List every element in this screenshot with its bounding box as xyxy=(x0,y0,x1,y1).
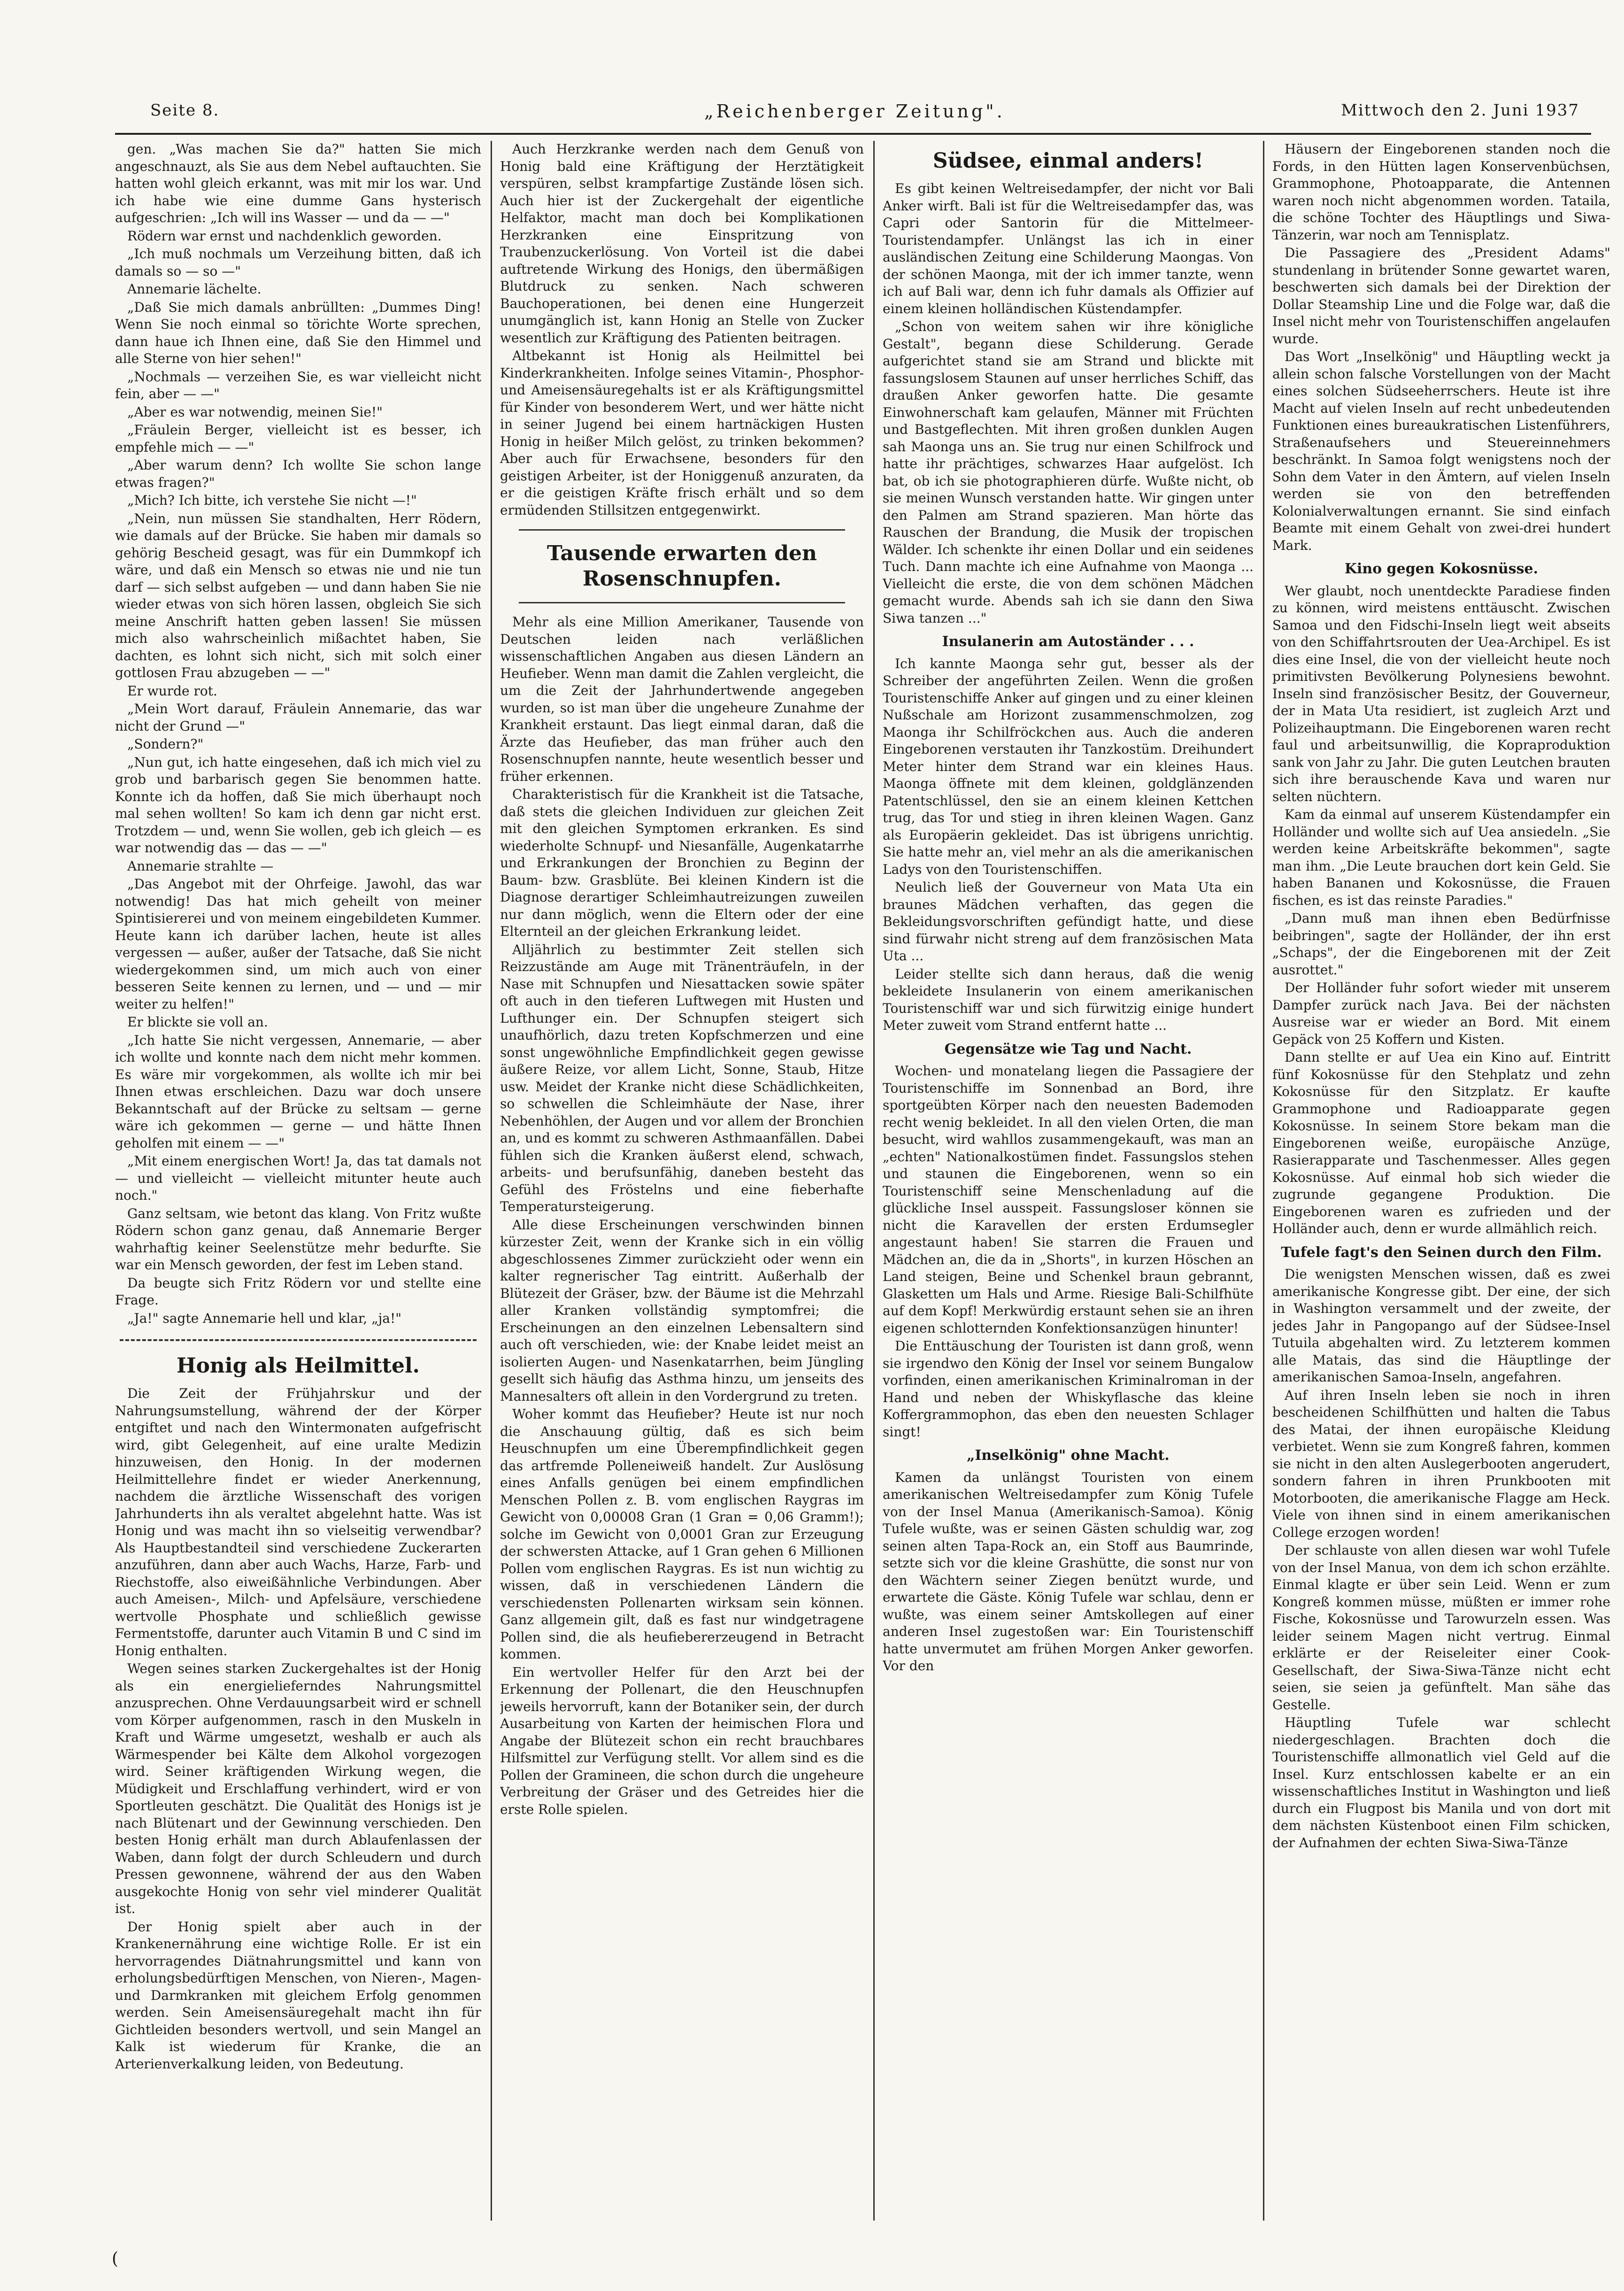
section-divider xyxy=(519,529,845,531)
story-paragraph: „Mit einem energischen Wort! Ja, das tat damals not — und vielleicht — vielleicht mitunter heute auch noch." xyxy=(115,1153,481,1203)
article-paragraph: Alljährlich zu bestimmter Zeit stellen sich Reizzustände am Auge mit Tränenträufeln, in der Nase mit Schnupfen und Niesattacken sowie später oft auch in den tieferen Luftwegen mit Husten und Lufthunger ein. Der Schnupfen steigert sich unaufhörlich, dazu treten Kopfschmerzen und eine sonst ungewöhnliche Empfindlichkeit gegen gewisse äußere Reize, vor allem Licht, Sonne, Staub, Hitze usw. Meidet der Kranke nicht diese Schädlichkeiten, so schwellen die Schleimhäute der Nase, ihrer Nebenhöhlen, der Augen und vor allem der Bronchien an, und es kommt zu schweren Asthmaanfällen. Dabei fühlen sich die Kranken äußerst elend, schwach, arbeits- und berufsunfähig, daneben besteht das Gefühl des Fröstelns und eine fieberhafte Temperatursteigerung. xyxy=(500,941,864,1214)
article-paragraph: Mehr als eine Million Amerikaner, Tausende von Deutschen leiden nach verläßlichen wissenschaftlichen Angaben aus diesen Ländern an Heufieber. Wenn man damit die Zahlen vergleicht, die um die Zeit der Jahrhundertwende angegeben wurden, so ist man über die ungeheure Zunahme der Krankheit erstaunt. Das liegt einmal daran, daß die Ärzte das Heufieber, das man früher auch den Rosenschnupfen nannte, heute wesentlich besser und früher erkennen. xyxy=(500,614,864,784)
article-paragraph: Die Enttäuschung der Touristen ist dann groß, wenn sie irgendwo den König der Insel vor seinem Bungalow vorfinden, einen amerikanischen Kriminalroman in der Hand und neben der Whiskyflasche das kleine Koffergrammophon, das eben den neuesten Schlager singt! xyxy=(883,1338,1254,1440)
subheading: Tufele fagt's den Seinen durch den Film. xyxy=(1281,1244,1602,1261)
article-paragraph: Die Passagiere des „President Adams" stundenlang in brütender Sonne gewartet waren, beschwerten sich damals bei der Direktion der Dollar Steamship Line und die Folge war, daß die Insel nicht mehr von Touristenschiffen angelaufen wurde. xyxy=(1272,245,1610,347)
story-paragraph: „Das Angebot mit der Ohrfeige. Jawohl, das war notwendig! Das hat mich geheilt von meiner Spintisiererei und von meinem eingebildeten Kummer. Heute kann ich darüber lachen, heute ist alles vergessen — außer, außer der Tatsache, daß Sie nicht wiedergekommen sind, um mich auch von einer besseren Seite kennen zu lernen, und — und — mir weiter zu helfen!" xyxy=(115,876,481,1012)
story-paragraph: „Ich muß nochmals um Verzeihung bitten, daß ich damals so — so —" xyxy=(115,246,481,279)
article-paragraph: Altbekannt ist Honig als Heilmittel bei Kinderkrankheiten. Infolge seines Vitamin-, Phosphor- und Ameisensäuregehalts ist er als Kräftigungsmittel für Kinder von besonderem Wert, und wer hätte nicht in seiner Jugend bei einem hartnäckigen Husten Honig in heißer Milch gelöst, zu trinken bekommen? Aber auch für Erwachsene, besonders für den geistigen Arbeiter, ist der Honiggenuß anzuraten, da er die geistigen Kräfte frisch erhält und so dem ermüdenden Stillsitzen entgegenwirkt. xyxy=(500,348,864,518)
subheading: „Inselkönig" ohne Macht. xyxy=(967,1447,1170,1464)
column-rule xyxy=(873,141,875,2221)
footer-mark: ( xyxy=(112,2249,119,2268)
column-1 xyxy=(115,141,481,2221)
newspaper-title: „Reichenberger Zeitung". xyxy=(704,101,1005,122)
article-paragraph: Ein wertvoller Helfer für den Arzt bei der Erkennung der Pollenart, die den Heuschnupfen jeweils hervorruft, kann der Botaniker sein, der durch Ausarbeitung von Karten der heimischen Flora und Angabe der Blütezeit schon ein recht brauchbares Hilfsmittel zur Verfügung stellt. Vor allem sind es die Pollen der Gramineen, die schon durch die ungeheure Verbreitung der Gräser und des Getreides hier die erste Rolle spielen. xyxy=(500,1664,864,1817)
article-paragraph: Der Honig spielt aber auch in der Krankenernährung eine wichtige Rolle. Er ist ein hervorragendes Diätnahrungsmittel und kann von erholungsbedürftigen Menschen, von Nieren-, Magen- und Darmkranken mit gleichem Erfolg genommen werden. Sein Ameisensäuregehalt macht ihn für Gichtleiden besonders wertvoll, und sein Mangel an Kalk ist wiederum für Kranke, die an Arterienverkalkung leiden, von Bedeutung. xyxy=(115,1919,481,2072)
article-paragraph: Alle diese Erscheinungen verschwinden binnen kürzester Zeit, wenn der Kranke sich in ein völlig abgeschlossenes Zimmer zurückzieht oder wenn ein kalter regnerischer Tag eintritt. Außerhalb der Blütezeit der Gräser, bzw. der Bäume ist die Mehrzahl aller Kranken vollständig symptomfrei; die Erscheinungen an den einzelnen Lebensaltern sind auch oft verschieden, wie: der Knabe leidet meist an isolierten Augen- und Nasenkatarrhen, beim Jüngling gesellt sich häufig das Asthma hinzu, um jenseits des Mannesalters oft allein in den Vordergrund zu treten. xyxy=(500,1217,864,1404)
story-paragraph: „Sondern?" xyxy=(127,736,204,752)
article-paragraph: Wer glaubt, noch unentdeckte Paradiese finden zu können, wird meistens enttäuscht. Zwischen Samoa und den Fidschi-Inseln liegt weit abseits von den Schiffahrtsrouten der Uea-Archipel. Es ist dies eine Insel, die von der vielleicht heute noch primitivsten Bevölkerung Polynesiens bewohnt. Inseln sind französischer Besitz, der Gouverneur, der in Mata Uta residiert, ist zugleich Arzt und Polizeihauptmann. Die Eingeborenen waren recht faul und arbeitsunwillig, die Kopraproduktion sank von Jahr zu Jahr. Die guten Leutchen brauten sich ihre berauschende Kava und waren nur selten nüchtern. xyxy=(1272,583,1610,804)
header-rule xyxy=(115,133,1591,135)
article-paragraph: Häusern der Eingeborenen standen noch die Fords, in den Hütten lagen Konservenbüchsen, Grammophone, Photoapparate, die Antennen waren noch nicht abgenommen worden. Tataila, die schöne Tochter des Häuptlings und Siwa-Tänzerin, war noch am Tennisplatz. xyxy=(1272,141,1610,243)
story-paragraph: Rödern war ernst und nachdenklich geworden. xyxy=(127,228,442,244)
article-paragraph: Charakteristisch für die Krankheit ist die Tatsache, daß stets die gleichen Individuen zur gleichen Zeit mit den gleichen Symptomen erkranken. Es sind wiederholte Schnupf- und Niesanfälle, Augenkatarrhe und Erkrankungen der Bronchien zu Beginn der Baum- bzw. Grasblüte. Bei kleinen Kindern ist die Diagnose derartiger Schleimhautreizungen zuweilen nur dann möglich, wenn die Eltern oder der eine Elternteil an der gleichen Erkrankung leidet. xyxy=(500,787,864,939)
section-divider xyxy=(519,602,845,603)
story-paragraph: Er blickte sie voll an. xyxy=(127,1014,268,1030)
story-paragraph: „Nun gut, ich hatte eingesehen, daß ich mich viel zu grob und barbarisch gegen Sie benommen hatte. Konnte ich da hoffen, daß Sie mich überhaupt noch mal sehen wollten! So kam ich denn gar nicht erst. Trotzdem — und, wenn Sie wollen, geb ich gleich — es war notwendig das — das — —" xyxy=(115,754,481,856)
story-paragraph: „Mich? Ich bitte, ich verstehe Sie nicht —!" xyxy=(127,493,417,508)
story-paragraph: „Ja!" sagte Annemarie hell und klar, „ja!" xyxy=(127,1310,402,1326)
article-paragraph: Die wenigsten Menschen wissen, daß es zwei amerikanische Kongresse gibt. Der eine, der sich in Washington versammelt und der zweite, der jedes Jahr in Pangopango auf der Südsee-Insel Tutuila abgehalten wird. Zu letzterem kommen alle Matais, das sind die Häuptlinge der amerikanischen Samoa-Inseln, angefahren. xyxy=(1272,1266,1610,1385)
article-paragraph: Es gibt keinen Weltreisedampfer, der nicht vor Bali Anker wirft. Bali ist für die Weltreisedampfer das, was Capri oder Santorin für die Mittelmeer-Touristendampfer. Unlängst las ich in einer ausländischen Zeitung eine Schilderung Maongas. Von der schönen Maonga, mit der ich immer tanzte, wenn ich auf Bali war, denn ich fuhr damals als Offizier auf einem kleinen holländischen Küstendampfer. xyxy=(883,181,1254,316)
article-paragraph: Das Wort „Inselkönig" und Häuptling weckt ja allein schon falsche Vorstellungen von der Macht eines solchen Südseeherrschers. Heute ist ihre Macht auf vielen Inseln auf recht unbedeutenden Funktionen eines bureaukratischen Listenführers, Straßenaufsehers und Steuereinnehmers beschränkt. In Samoa folgt wenigstens noch der Sohn dem Vater in den Ämtern, auf vielen Inseln werden sie von den betreffenden Kolonialverwaltungen ernannt. Sie sind einfach Beamte mit einem Gehalt von zwei-drei hundert Mark. xyxy=(1272,349,1610,553)
subheading: Gegensätze wie Tag und Nacht. xyxy=(944,1041,1192,1057)
story-paragraph: „Aber es war notwendig, meinen Sie!" xyxy=(127,404,383,420)
story-paragraph: Da beugte sich Fritz Rödern vor und stellte eine Frage. xyxy=(115,1275,481,1308)
story-paragraph: „Daß Sie mich damals anbrüllten: „Dummes Ding! Wenn Sie noch einmal so törichte Worte sprechen, dann haue ich Ihnen eine, daß Sie den Himmel und alle Sterne von hier sehen!" xyxy=(115,299,481,366)
story-paragraph: Annemarie lächelte. xyxy=(127,281,262,297)
article-paragraph: Häuptling Tufele war schlecht niedergeschlagen. Brachten doch die Touristenschiffe allmonatlich viel Geld auf die Insel. Kurz entschlossen kabelte er an ein wissenschaftliches Institut in Washington und ließ durch ein Flugpost bis Manila und von dort mit dem nächsten Küstenboot einen Film schicken, der Aufnahmen der echten Siwa-Siwa-Tänze xyxy=(1272,1715,1610,1851)
article-paragraph: Wochen- und monatelang liegen die Passagiere der Touristenschiffe im Sonnenbad an Bord, ihre sportgeübten Körper nach den neuesten Bademoden recht wenig bekleidet. In all den vielen Orten, die man besucht, wird wahllos zusammengekauft, was man an „echten" Nationalkostümen findet. Fassungslos stehen und staunen die Eingeborenen, wenn so ein Touristenschiff seine Menschenladung auf die glückliche Insel ausspeit. Fassungsloser können sie nicht die Karavellen der ersten Erdumsegler angestaunt haben! Sie starren die Frauen und Mädchen an, die da in „Shorts", in kurzen Höschen an Land steigen, Beine und Schenkel braun gebrannt, Glasketten um Hals und Arme. Riesige Bali-Schilfhüte auf dem Kopf! Merkwürdig erstaunt sehen sie an ihren eigenen schlotternden Konfektionsanzügen hinunter! xyxy=(883,1063,1254,1336)
article-paragraph: Der schlauste von allen diesen war wohl Tufele von der Insel Manua, von dem ich schon erzählte. Einmal klagte er über sein Leid. Wenn er zum Kongreß kommen müsse, müßten er immer rohe Fische, Kokosnüsse und Tarowurzeln essen. Was leider seinem Magen nicht vertrug. Einmal erklärte er der Reiseleiter einer Cook-Gesellschaft, der Siwa-Siwa-Tänze nicht echt seien, sie seien ja gefünftelt. Man sähe das Gestelle. xyxy=(1272,1543,1610,1712)
story-paragraph: Er wurde rot. xyxy=(127,683,217,699)
story-paragraph: „Mein Wort darauf, Fräulein Annemarie, das war nicht der Grund —" xyxy=(115,701,481,734)
story-paragraph: Annemarie strahlte — xyxy=(127,858,274,874)
story-paragraph: Ganz seltsam, wie betont das klang. Von Fritz wußte Rödern schon ganz genau, daß Annemarie Berger wahrhaftig keiner Seelenstütze mehr bedurfte. Sie war ein Mensch geworden, der fest im Leben stand. xyxy=(115,1205,481,1273)
article-paragraph: Auch Herzkranke werden nach dem Genuß von Honig bald eine Kräftigung der Herztätigkeit verspüren, selbst krampfartige Zustände lösen sich. Auch hier ist der Zuckergehalt der eigentliche Helfaktor, macht man doch bei Komplikationen Herzkranken eine Einspritzung von Traubenzuckerlösung. Von Vorteil ist die dabei auftretende Wirkung des Honigs, den übermäßigen Blutdruck zu senken. Nach schweren Bauchoperationen, bei denen eine Hungerzeit unumgänglich ist, kann Honig an Stelle von Zucker wesentlich zur Kräftigung des Patienten beitragen. xyxy=(500,141,864,346)
column-rule xyxy=(491,141,492,2221)
article-paragraph: Kamen da unlängst Touristen von einem amerikanischen Weltreisedampfer zum König Tufele von der Insel Manua (Amerikanisch-Samoa). König Tufele wußte, was er seinen Gästen schuldig war, zog seinen alten Tapa-Rock an, ein Stoff aus Baumrinde, setzte sich vor die kleine Grashütte, die sonst nur von den Wächtern seiner Ziegen benützt wurde, und erwartete die Gäste. König Tufele war schlau, denn er wußte, was einem seiner Amtskollegen auf einer anderen Insel zugestoßen war: Ein Touristenschiff hatte unvermutet am frühen Morgen Anker geworfen. Vor den xyxy=(883,1469,1254,1674)
article-paragraph: Die Zeit der Frühjahrskur und der Nahrungsumstellung, während der der Körper entgiftet und nach den Wintermonaten aufgefrischt wird, gibt Gelegenheit, auf eine uralte Medizin hinzuweisen, den Honig. In der modernen Heilmittellehre findet er wieder Anerkennung, nachdem die ärztliche Wissenschaft des vorigen Jahrhunderts ihn als veraltet abgelehnt hatte. Was ist Honig und was macht ihn so vielseitig verwendbar? Als Hauptbestandteil sind verschiedene Zuckerarten anzuführen, dann aber auch Wachs, Harze, Farb- und Riechstoffe, also eiweißähnliche Verbindungen. Aber auch Ameisen-, Milch- und Apfelsäure, verschiedene wertvolle Phosphate und schließlich gewisse Fermentstoffe, darunter auch Vitamin B und C sind im Honig enthalten. xyxy=(115,1386,481,1658)
column-4 xyxy=(1272,141,1610,2221)
story-paragraph: „Nein, nun müssen Sie standhalten, Herr Rödern, wie damals auf der Brücke. Sie haben mir damals so gehörig Bescheid gesagt, was für ein Dummkopf ich wäre, und daß ein Mensch so etwas nie und nie tun darf — sich selbst aufgeben — und dann haben Sie nie wieder etwas von sich hören lassen, obgleich Sie sich meine Anschrift hatten geben lassen! Sie müssen mich also wahrscheinlich mißachtet haben, Sie dachten, es lohnt sich nicht, sich mit solch einer gottlosen Frau abzugeben — —" xyxy=(115,510,481,680)
article-paragraph: Neulich ließ der Gouverneur von Mata Uta ein braunes Mädchen verhaften, das gegen die Bekleidungsvorschriften gefündigt hatte, und diese sind fürwahr nicht streng auf dem französischen Mata Uta ... xyxy=(883,879,1254,964)
story-paragraph: „Nochmals — verzeihen Sie, es war vielleicht nicht fein, aber — —" xyxy=(115,369,481,401)
article-headline-rosenschnupfen: Tausende erwarten den Rosenschnupfen. xyxy=(547,541,817,591)
article-paragraph: „Dann muß man ihnen eben Bedürfnisse beibringen", sagte der Holländer, der ihn erst „Schaps", der die Eingeborenen mit der Zeit ausrottet." xyxy=(1272,910,1610,978)
subheading: Kino gegen Kokosnüsse. xyxy=(1344,561,1539,577)
article-paragraph: Leider stellte sich dann heraus, daß die wenig bekleidete Insulanerin von einem amerikanischen Touristenschiff war und sich fürwitzig einige hundert Meter zuweit vom Strand entfernt hatte ... xyxy=(883,966,1254,1033)
story-paragraph: „Aber warum denn? Ich wollte Sie schon lange etwas fragen?" xyxy=(115,457,481,490)
article-headline-honig: Honig als Heilmittel. xyxy=(177,1354,420,1378)
issue-date: Mittwoch den 2. Juni 1937 xyxy=(1341,101,1579,120)
article-paragraph: Ich kannte Maonga sehr gut, besser als der Schreiber der angeführten Zeilen. Wenn die großen Touristenschiffe Anker auf gingen und zu einer kleinen Nußschale am Horizont zusammenschmolzen, zog Maonga ihr Schilfröckchen aus. Auch die anderen Eingeborenen verstauten ihr Tanzkostüm. Dreihundert Meter hinter dem Strand war ein kleines Haus. Maonga öffnete mit dem kleinen, goldglänzenden Patentschlüssel, den sie an einem kleinen Kettchen trug, das Tor und stieg in ihren kleinen Wagen. Ganz als Europäerin gekleidet. Das ist übrigens unrichtig. Sie hatte mehr an, viel mehr an als die amerikanischen Ladys von den Touristenschiffen. xyxy=(883,656,1254,877)
article-paragraph: „Schon von weitem sahen wir ihre königliche Gestalt", begann diese Schilderung. Gerade aufgerichtet stand sie am Strand und blickte mit fassungslosem Staunen auf unser herrliches Schiff, das draußen Anker geworfen hatte. Die gesamte Einwohnerschaft kam gelaufen, Männer mit Früchten und Bastgeflechten. Mit ihren großen dunklen Augen sah Maonga uns an. Sie trug nur einen Schilfrock und hatte ihr prächtiges, schwarzes Haar aufgelöst. Ich bat, ob ich sie photographieren dürfe. Wußte nicht, ob sie meinen Wunsch verstanden hatte. Wir gingen unter den Palmen am Strand spazieren. Man hörte das Rauschen der Brandung, die Musik der tropischen Wälder. Ich schenkte ihr einen Dollar und ein seidenes Tuch. Dann machte ich eine Aufnahme von Maonga ... Vielleicht die erste, die von dem schönen Mädchen gemacht wurde. Abends sah ich sie dann den Siwa Siwa tanzen ..." xyxy=(883,319,1254,626)
article-paragraph: Wegen seines starken Zuckergehaltes ist der Honig als ein energielieferndes Nahrungsmittel anzusprechen. Ohne Verdauungsarbeit wird er schnell vom Körper aufgenommen, rasch in den Muskeln in Kraft und Wärme umgesetzt, weshalb er auch als Wärmespender bei Kälte dem Alkohol vorgezogen wird. Seiner kräftigenden Wirkung wegen, die Müdigkeit und Erschlaffung verhindert, wird er von Sportleuten geschätzt. Die Qualität des Honigs ist je nach Blütenart und der Gewinnung verschieden. Den besten Honig erhält man durch Ablaufenlassen der Waben, dann folgt der durch Schleudern und durch Pressen gewonnene, während der aus den Waben ausgekochte Honig von sehr viel minderer Qualität ist. xyxy=(115,1661,481,1916)
story-paragraph: „Ich hatte Sie nicht vergessen, Annemarie, — aber ich wollte und konnte nach dem nicht mehr kommen. Es wäre mir vorgekommen, als wollte ich mir bei Ihnen etwas erschleichen. Dazu war doch unsere Bekanntschaft auf der Brücke zu seltsam — gerne wäre ich gekommen — gerne — und hätte Ihnen geholfen mit einem — —" xyxy=(115,1032,481,1151)
column-3 xyxy=(883,141,1254,2221)
column-2 xyxy=(500,141,864,2221)
article-paragraph: Dann stellte er auf Uea ein Kino auf. Eintritt fünf Kokosnüsse für den Stehplatz und zehn Kokosnüsse für den Sitzplatz. Er kaufte Grammophone und Radioapparate gegen Kokosnüsse. In seinem Store bekam man die Eingeborenen weiße, europäische Anzüge, Rasierapparate und Taschenmesser. Alles gegen Kokosnüsse. Auf einmal hob sich wieder die zugrunde gegangene Produktion. Die Eingeborenen waren es zufrieden und der Holländer auch, denn er wurde allmählich reich. xyxy=(1272,1049,1610,1236)
article-paragraph: Kam da einmal auf unserem Küstendampfer ein Holländer und wollte sich auf Uea ansiedeln. „Sie werden keine Arbeitskräfte bekommen", sagte man ihm. „Die Leute brauchen dort kein Geld. Sie haben Bananen und Kokosnüsse, die Frauen fischen, es ist das reinste Paradies." xyxy=(1272,807,1610,908)
story-paragraph: gen. „Was machen Sie da?" hatten Sie mich angeschnauzt, als Sie aus dem Nebel auftauchten. Sie hatten wohl gleich erkannt, was mit mir los war. Und ich habe wie eine dumme Gans hysterisch aufgeschrien: „Ich will ins Wasser — und da — —" xyxy=(115,141,481,225)
article-paragraph: Der Holländer fuhr sofort wieder mit unserem Dampfer zurück nach Java. Bei der nächsten Ausreise war er wieder an Bord. Mit einem Gepäck von 25 Koffern und Kisten. xyxy=(1272,980,1610,1047)
column-rule xyxy=(1263,141,1264,2221)
section-divider xyxy=(120,1339,477,1341)
page-header xyxy=(56,101,1598,129)
subheading: Insulanerin am Autoständer . . . xyxy=(942,633,1194,650)
story-paragraph: „Fräulein Berger, vielleicht ist es besser, ich empfehle mich — —" xyxy=(115,422,481,455)
article-headline-suedsee: Südsee, einmal anders! xyxy=(932,149,1204,173)
article-paragraph: Woher kommt das Heufieber? Heute ist nur noch die Anschauung gültig, daß es sich beim Heuschnupfen um eine Überempfindlichkeit gegen das artfremde Polleneiweiß handelt. Zur Auslösung eines Anfalls genügen bei einem empfindlichen Menschen Pollen z. B. vom englischen Raygras im Gewicht von 0,00008 Gran (1 Gran = 0,06 Gramm!); solche im Gewicht von 0,0001 Gran zur Erzeugung der schwersten Attacke, auf 1 Gran gehen 6 Millionen Pollen vom englischen Raygras. Es ist nun wichtig zu wissen, daß in verschiedenen Ländern die verschiedensten Pollenarten wirksam sein können. Ganz allgemein gilt, daß es fast nur windgetragene Pollen sind, die als heufiebererzeugend in Betracht kommen. xyxy=(500,1406,864,1662)
page-number: Seite 8. xyxy=(150,101,220,120)
article-paragraph: Auf ihren Inseln leben sie noch in ihren bescheidenen Schilfhütten und halten die Tabus des Matai, der ihnen europäische Kleidung verbietet. Wenn sie zum Kongreß fahren, kommen sie nicht in den alten Auslegerbooten angerudert, sondern fahren in ihren Prunkbooten mit Motorbooten, die amerikanische Flagge am Heck. Viele von ihnen sind in einem amerikanischen College erzogen worden! xyxy=(1272,1387,1610,1540)
